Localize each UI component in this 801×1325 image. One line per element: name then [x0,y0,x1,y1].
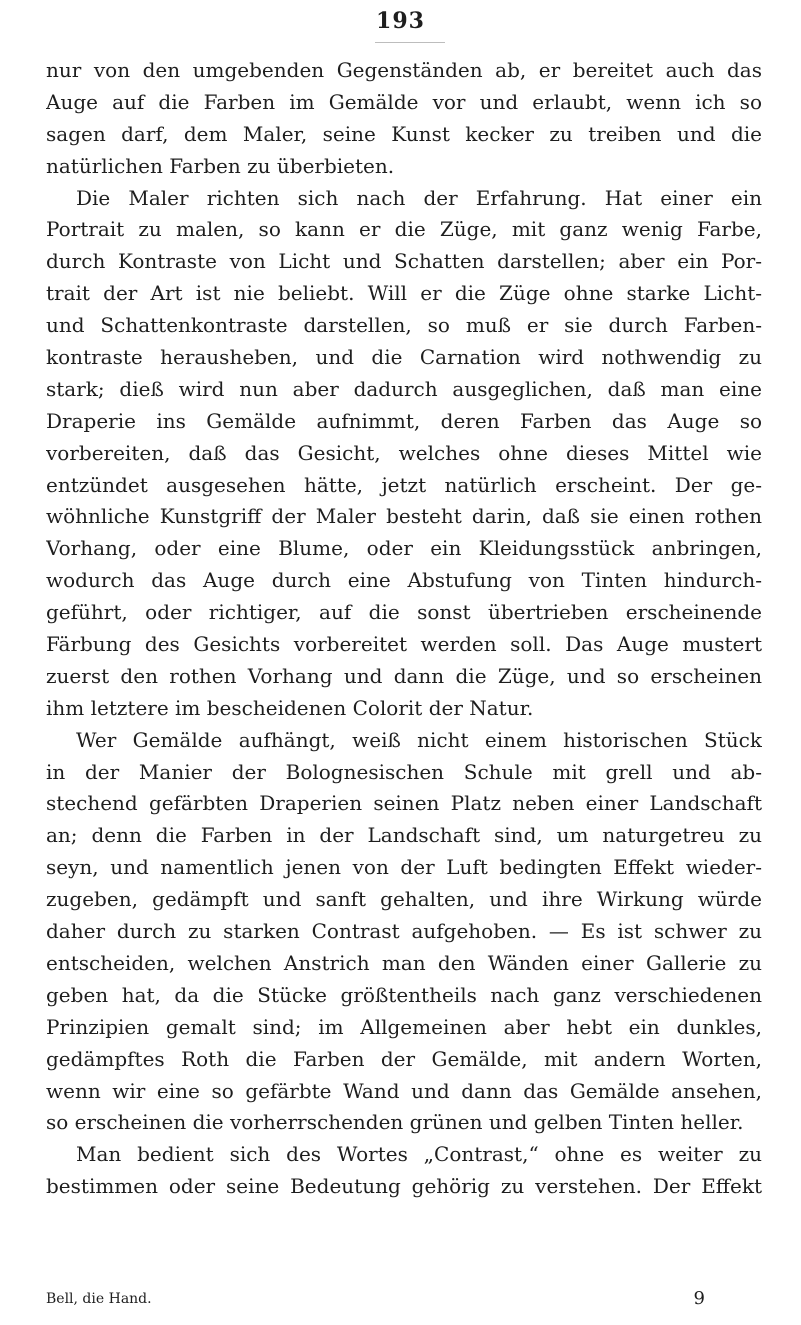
text-line: Prinzipien gemalt sind; im Allgemeinen aber hebt ein dunkles, [46,1014,762,1039]
text-line: gedämpftes Roth die Farben der Gemälde, mit andern Worten, [46,1046,762,1071]
text-line: an; denn die Farben in der Landschaft sind, um naturgetreu zu [46,823,762,848]
text-line: und Schattenkontraste darstellen, so muß er sie durch Farben- [46,313,762,338]
text-line: geführt, oder richtiger, auf die sonst übertrieben erscheinende [46,600,762,625]
text-line: in der Manier der Bolognesischen Schule mit grell und ab- [46,759,762,784]
text-line: durch Kontraste von Licht und Schatten darstellen; aber ein Por- [46,249,762,274]
signature-mark: Bell, die Hand. [46,1291,152,1307]
header-rule [375,42,445,43]
text-line: vorbereiten, daß das Gesicht, welches ohne dieses Mittel wie [46,440,762,465]
text-line: wodurch das Auge durch eine Abstufung von Tinten hindurch- [46,568,762,593]
text-line: nur von den umgebenden Gegenständen ab, er bereitet auch das [46,58,762,82]
text-line: wöhnliche Kunstgriff der Maler besteht darin, daß sie einen rothen [46,504,762,529]
text-line: Wer Gemälde aufhängt, weiß nicht einem historischen Stück [76,727,762,752]
text-line: sagen darf, dem Maler, seine Kunst kecker zu treiben und die [46,121,762,146]
text-line: Vorhang, oder eine Blume, oder ein Kleidungsstück anbringen, [46,536,762,561]
text-line: daher durch zu starken Contrast aufgehoben. — Es ist schwer zu [46,919,762,944]
text-line: stechend gefärbten Draperien seinen Platz neben einer Landschaft [46,791,762,816]
text-line: Draperie ins Gemälde aufnimmt, deren Farben das Auge so [46,408,762,433]
page-number: 193 [376,8,425,34]
text-line: ihm letztere im bescheidenen Colorit der Natur. [46,695,534,720]
text-line: trait der Art ist nie beliebt. Will er die Züge ohne starke Licht- [46,281,762,306]
text-line: natürlichen Farben zu überbieten. [46,153,395,178]
text-line: wenn wir eine so gefärbte Wand und dann das Gemälde ansehen, [46,1078,762,1103]
text-line: entscheiden, welchen Anstrich man den Wänden einer Gallerie zu [46,950,762,975]
text-line: bestimmen oder seine Bedeutung gehörig zu verstehen. Der Effekt [46,1174,762,1199]
text-line: Portrait zu malen, so kann er die Züge, mit ganz wenig Farbe, [46,217,762,242]
text-line: Färbung des Gesichts vorbereitet werden soll. Das Auge mustert [46,632,762,657]
text-line: zuerst den rothen Vorhang und dann die Züge, und so erscheinen [46,663,762,688]
text-line: Man bedient sich des Wortes „Contrast,“ ohne es weiter zu [76,1142,762,1167]
text-line: geben hat, da die Stücke größtentheils nach ganz verschiedenen [46,982,762,1007]
text-line: Auge auf die Farben im Gemälde vor und erlaubt, wenn ich so [46,89,762,114]
text-line: Die Maler richten sich nach der Erfahrung. Hat einer ein [76,185,762,210]
sheet-number: 9 [693,1288,705,1309]
page-body [46,55,762,1203]
text-line: stark; dieß wird nun aber dadurch ausgeglichen, daß man eine [46,376,762,401]
text-line: so erscheinen die vorherrschenden grünen und gelben Tinten heller. [46,1110,744,1135]
text-line: zugeben, gedämpft und sanft gehalten, und ihre Wirkung würde [46,887,762,912]
text-line: kontraste herausheben, und die Carnation wird nothwendig zu [46,345,762,370]
page-footer [46,1287,762,1311]
text-line: entzündet ausgesehen hätte, jetzt natürlich erscheint. Der ge- [46,472,762,497]
text-line: seyn, und namentlich jenen von der Luft bedingten Effekt wieder- [46,855,762,880]
